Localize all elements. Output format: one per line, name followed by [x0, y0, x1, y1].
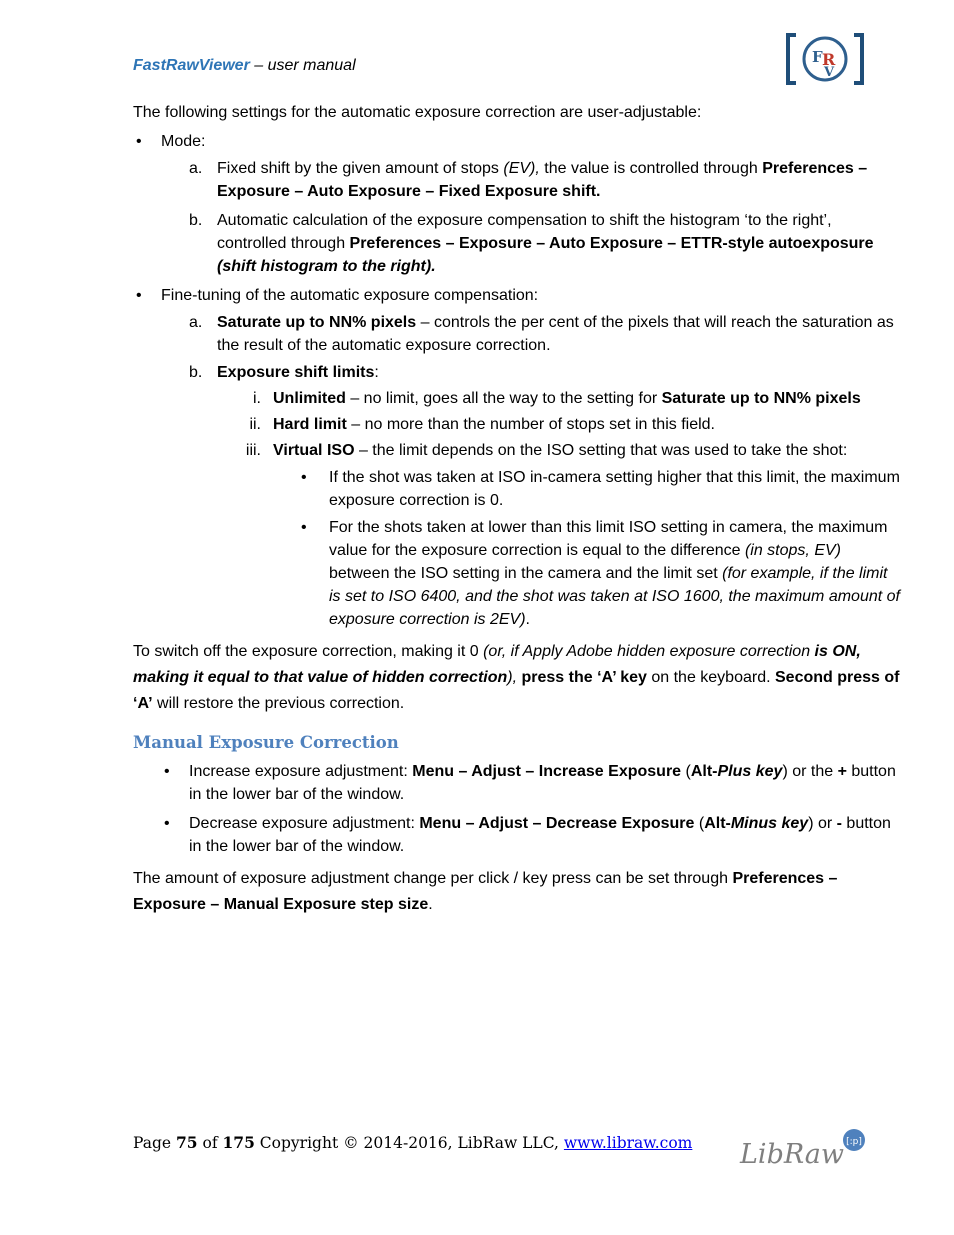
bullet-dot: • — [301, 519, 307, 536]
limit-item-ii — [133, 413, 903, 436]
inc-text3: button in the lower bar of the window. — [189, 763, 896, 803]
dec-text2: ) or — [808, 815, 837, 832]
inc-text2: ) or the — [782, 763, 838, 780]
bullet-fine-tuning-text: Fine-tuning of the automatic exposure compensation: — [161, 287, 539, 304]
so-text1: To switch off the exposure correction, making it 0 — [133, 643, 484, 660]
virtual-iso-bullet-2 — [133, 516, 903, 631]
limit-i-text: – no limit, goes all the way to the setting for — [345, 390, 662, 407]
limit-iii-text: – the limit depends on the ISO setting that was used to take the shot: — [354, 442, 848, 459]
inc-plus-glyph: + — [837, 763, 847, 780]
so-text4: ), — [507, 669, 518, 686]
so-second-press: Second press of ‘A’ — [133, 669, 900, 712]
page-content — [133, 101, 903, 918]
libraw-logo-badge: [:p] — [846, 1137, 862, 1147]
vb2-period: . — [525, 611, 530, 628]
header-suffix: – user manual — [249, 57, 356, 74]
item-label: ii. — [249, 416, 261, 433]
limit-i-term: Unlimited — [273, 390, 346, 407]
bullet-dot: • — [164, 763, 170, 780]
bullet-dot: • — [164, 815, 170, 832]
inc-plus-key: Plus key — [717, 763, 783, 780]
fine-a-term: Saturate up to NN% pixels — [217, 314, 417, 331]
bullet-dot: • — [136, 287, 142, 304]
step-period: . — [428, 896, 433, 913]
so-text9: will restore the previous correction. — [152, 695, 405, 712]
mode-b-note: (shift histogram to the right). — [217, 258, 436, 275]
dec-text: Decrease exposure adjustment: — [189, 815, 420, 832]
fine-b-colon: : — [374, 364, 379, 381]
dec-minus-key: Minus key — [730, 815, 809, 832]
manual-bullet-decrease — [133, 812, 903, 858]
fine-a-text: – controls the per cent of the pixels that will reach the saturation as the result of the automatic exposure correction. — [217, 314, 894, 354]
footer-page-word: Page — [133, 1134, 176, 1152]
dec-text3: button in the lower bar of the window. — [189, 815, 891, 855]
libraw-logo-text: LibRaw — [740, 1139, 845, 1169]
bullet-mode-text: Mode: — [161, 133, 206, 150]
inc-alt: Alt- — [690, 763, 718, 780]
limit-ii-term: Hard limit — [273, 416, 347, 433]
mode-b-preference-path: Preferences – Exposure – Auto Exposure – ETTR-style autoexposure — [349, 235, 874, 252]
item-label: a. — [189, 314, 203, 331]
item-label: iii. — [245, 442, 261, 459]
page-number: 75 — [176, 1133, 198, 1152]
step-text: The amount of exposure adjustment change per click / key press can be set through — [133, 870, 733, 887]
inc-menu-path: Menu – Adjust – Increase Exposure — [412, 763, 682, 780]
mode-a-ev: (EV), — [503, 160, 540, 177]
dec-paren: ( — [694, 815, 705, 832]
item-label: a. — [189, 160, 203, 177]
virtual-iso-bullet-1 — [133, 466, 903, 512]
dec-alt: Alt- — [704, 815, 731, 832]
bullet-mode — [133, 130, 903, 153]
running-header — [133, 57, 356, 75]
copyright-text: Copyright © 2014-2016, LibRaw LLC, — [254, 1134, 564, 1152]
bullet-dot: • — [136, 133, 142, 150]
mode-b-text: Automatic calculation of the exposure compensation to shift the histogram ‘to the right’, controlled through — [217, 212, 832, 252]
header-app-name: FastRawViewer — [133, 57, 250, 74]
svg-text:V: V — [824, 65, 835, 80]
vb2-example: (for example, if the limit is set to ISO 6400, and the shot was taken at ISO 1600, the maximum amount of exposure correction is 2EV) — [329, 565, 900, 628]
mode-a-preference-path: Preferences – Exposure – Auto Exposure – Fixed Exposure shift. — [217, 160, 868, 200]
vb2-text2: between the ISO setting in the camera and the limit set — [329, 565, 723, 582]
bullet-dot: • — [301, 469, 307, 486]
item-label: i. — [253, 390, 261, 407]
footer-of-word: of — [197, 1134, 223, 1152]
mode-a-text: Fixed shift by the given amount of stops — [217, 160, 504, 177]
item-label: b. — [189, 212, 203, 229]
step-preference-path: Preferences – Exposure – Manual Exposure step size — [133, 870, 838, 913]
limit-item-i — [133, 387, 903, 410]
libraw-website-link[interactable]: www.libraw.com — [563, 1134, 693, 1152]
limit-ii-text: – no more than the number of stops set in this field. — [346, 416, 715, 433]
mode-item-b — [133, 209, 903, 278]
section-heading: Manual Exposure Correction — [133, 733, 399, 752]
item-label: b. — [189, 364, 203, 381]
so-key: press the ‘A’ key — [521, 669, 647, 686]
switch-off-paragraph — [133, 639, 903, 717]
dec-minus-glyph: - — [836, 815, 842, 832]
vb2-units: (in stops, EV) — [744, 542, 841, 559]
frv-logo-icon — [786, 32, 864, 86]
limit-i-setting: Saturate up to NN% pixels — [661, 390, 861, 407]
so-text3: is ON, making it equal to that value of hidden correction — [133, 643, 861, 686]
mode-a-text2: the value is controlled through — [539, 160, 763, 177]
step-size-paragraph — [133, 866, 903, 918]
fine-item-b — [133, 361, 903, 384]
manual-bullet-increase — [133, 760, 903, 806]
intro-paragraph: The following settings for the automatic exposure correction are user-adjustable: — [133, 104, 702, 121]
dec-menu-path: Menu – Adjust – Decrease Exposure — [419, 815, 695, 832]
limit-iii-term: Virtual ISO — [273, 442, 355, 459]
so-text7: on the keyboard. — [646, 669, 775, 686]
inc-text: Increase exposure adjustment: — [189, 763, 413, 780]
virtual-iso-bullet-1-text: If the shot was taken at ISO in-camera setting higher that this limit, the maximum exposure correction is 0. — [329, 469, 900, 509]
page-total: 175 — [222, 1133, 255, 1152]
libraw-logo-icon — [738, 1125, 870, 1169]
vb2-text: For the shots taken at lower than this limit ISO setting in camera, the maximum value for the exposure correction is equal to the difference — [329, 519, 888, 559]
page-footer — [133, 1133, 692, 1152]
inc-paren: ( — [681, 763, 691, 780]
limit-item-iii — [133, 439, 903, 462]
svg-text:R: R — [822, 50, 836, 69]
fine-b-term: Exposure shift limits — [217, 364, 375, 381]
mode-item-a — [133, 157, 903, 203]
so-text2: (or, if Apply Adobe hidden exposure correction — [483, 643, 815, 660]
bullet-fine-tuning — [133, 284, 903, 307]
fine-item-a — [133, 311, 903, 357]
svg-text:F: F — [812, 48, 823, 66]
